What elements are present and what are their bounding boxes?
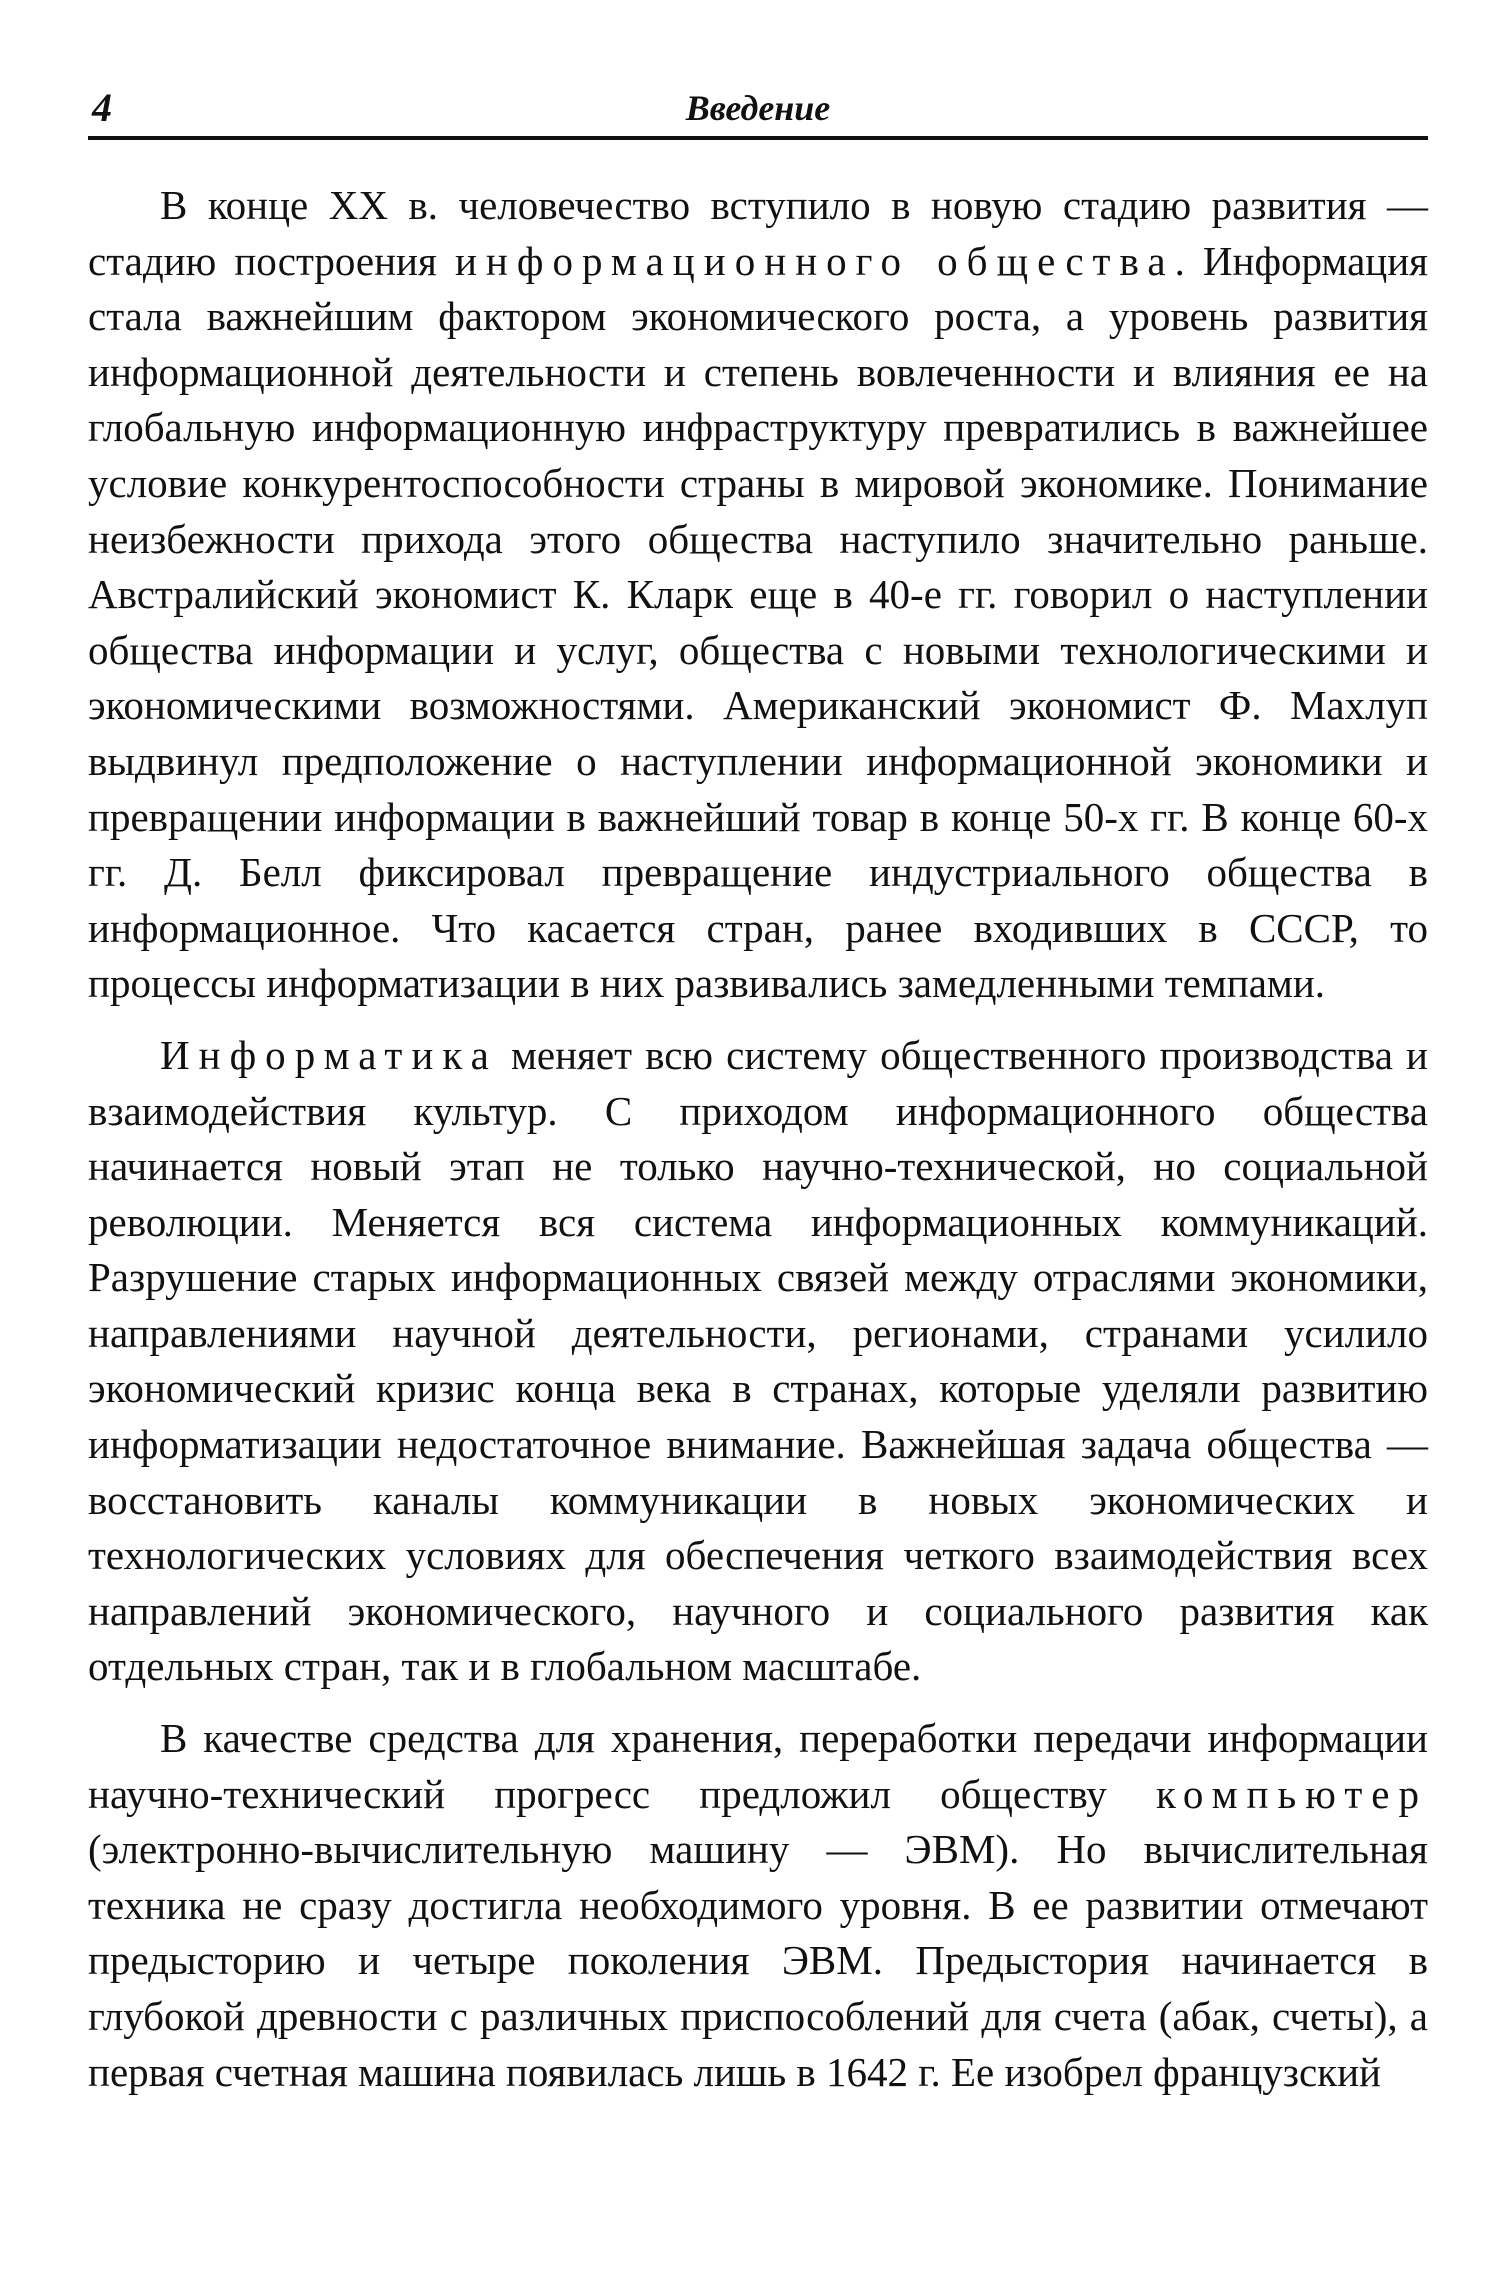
paragraph-text: (электронно-вычислительную машину — ЭВМ). Но вычислительная техника не сразу достигла необходимого уровня. В ее развитии отмечают предысторию и четыре поколения ЭВМ. Предыстория начинается в глубокой древности с различных приспособлений для счета (абак, счеты), а первая счетная машина появилась лишь в 1642 г. Ее изобрел французский [88,1826,1428,2095]
paragraph-text: . Информация стала важнейшим фактором экономического роста, а уровень развития информационной деятельности и степень вовлеченности и влияния ее на глобальную информационную инфраструктуру превратились в важнейшее условие конкурентоспособности страны в мировой экономике. Понимание неизбежности прихода этого общества наступило значительно раньше. Австралийский экономист К. Кларк еще в 40-е гг. говорил о наступлении общества информации и услуг, общества с новыми технологическими и экономическими возможностями. Американский экономист Ф. Махлуп выдвинул предположение о наступлении информационной экономики и превращении информации в важнейший товар в конце 50-х гг. В конце 60-х гг. Д. Белл фиксировал превращение индустриального общества в информационное. Что касается стран, ранее входивших в СССР, то процессы информатизации в них развивались замедленными темпами. [88,237,1429,1007]
body-text [88,178,1428,2100]
book-page [88,84,1428,2116]
emphasized-term: информационного общества [454,237,1175,284]
paragraph-text: В качестве средства для хранения, переработки передачи информации научно-технический прогресс предложил обществу [88,1715,1428,1817]
emphasized-term: компьютер [1155,1770,1428,1817]
page-number: 4 [92,85,112,130]
running-header [88,84,1428,140]
paragraph-information-society [88,178,1428,1012]
paragraph-informatics [88,1028,1428,1695]
emphasized-term: Информатика [160,1031,498,1078]
paragraph-computer [88,1711,1428,2100]
paragraph-text: В конце XX в. человечество вступило в новую стадию развития — стадию построения [88,182,1428,284]
paragraph-text: меняет всю систему общественного производства и взаимодействия культур. С приходом информационного общества начинается новый этап не только научно-технической, но социальной революции. Меняется вся система информационных коммуникаций. Разрушение старых информационных связей между отраслями экономики, направлениями научной деятельности, регионами, странами усилило экономический кризис конца века в странах, которые уделяли развитию информатизации недостаточное внимание. Важнейшая задача общества — восстановить каналы коммуникации в новых экономических и технологических условиях для обеспечения четкого взаимодействия всех направлений экономического, научного и социального развития как отдельных стран, так и в глобальном масштабе. [88,1031,1428,1690]
section-title: Введение [685,88,831,128]
